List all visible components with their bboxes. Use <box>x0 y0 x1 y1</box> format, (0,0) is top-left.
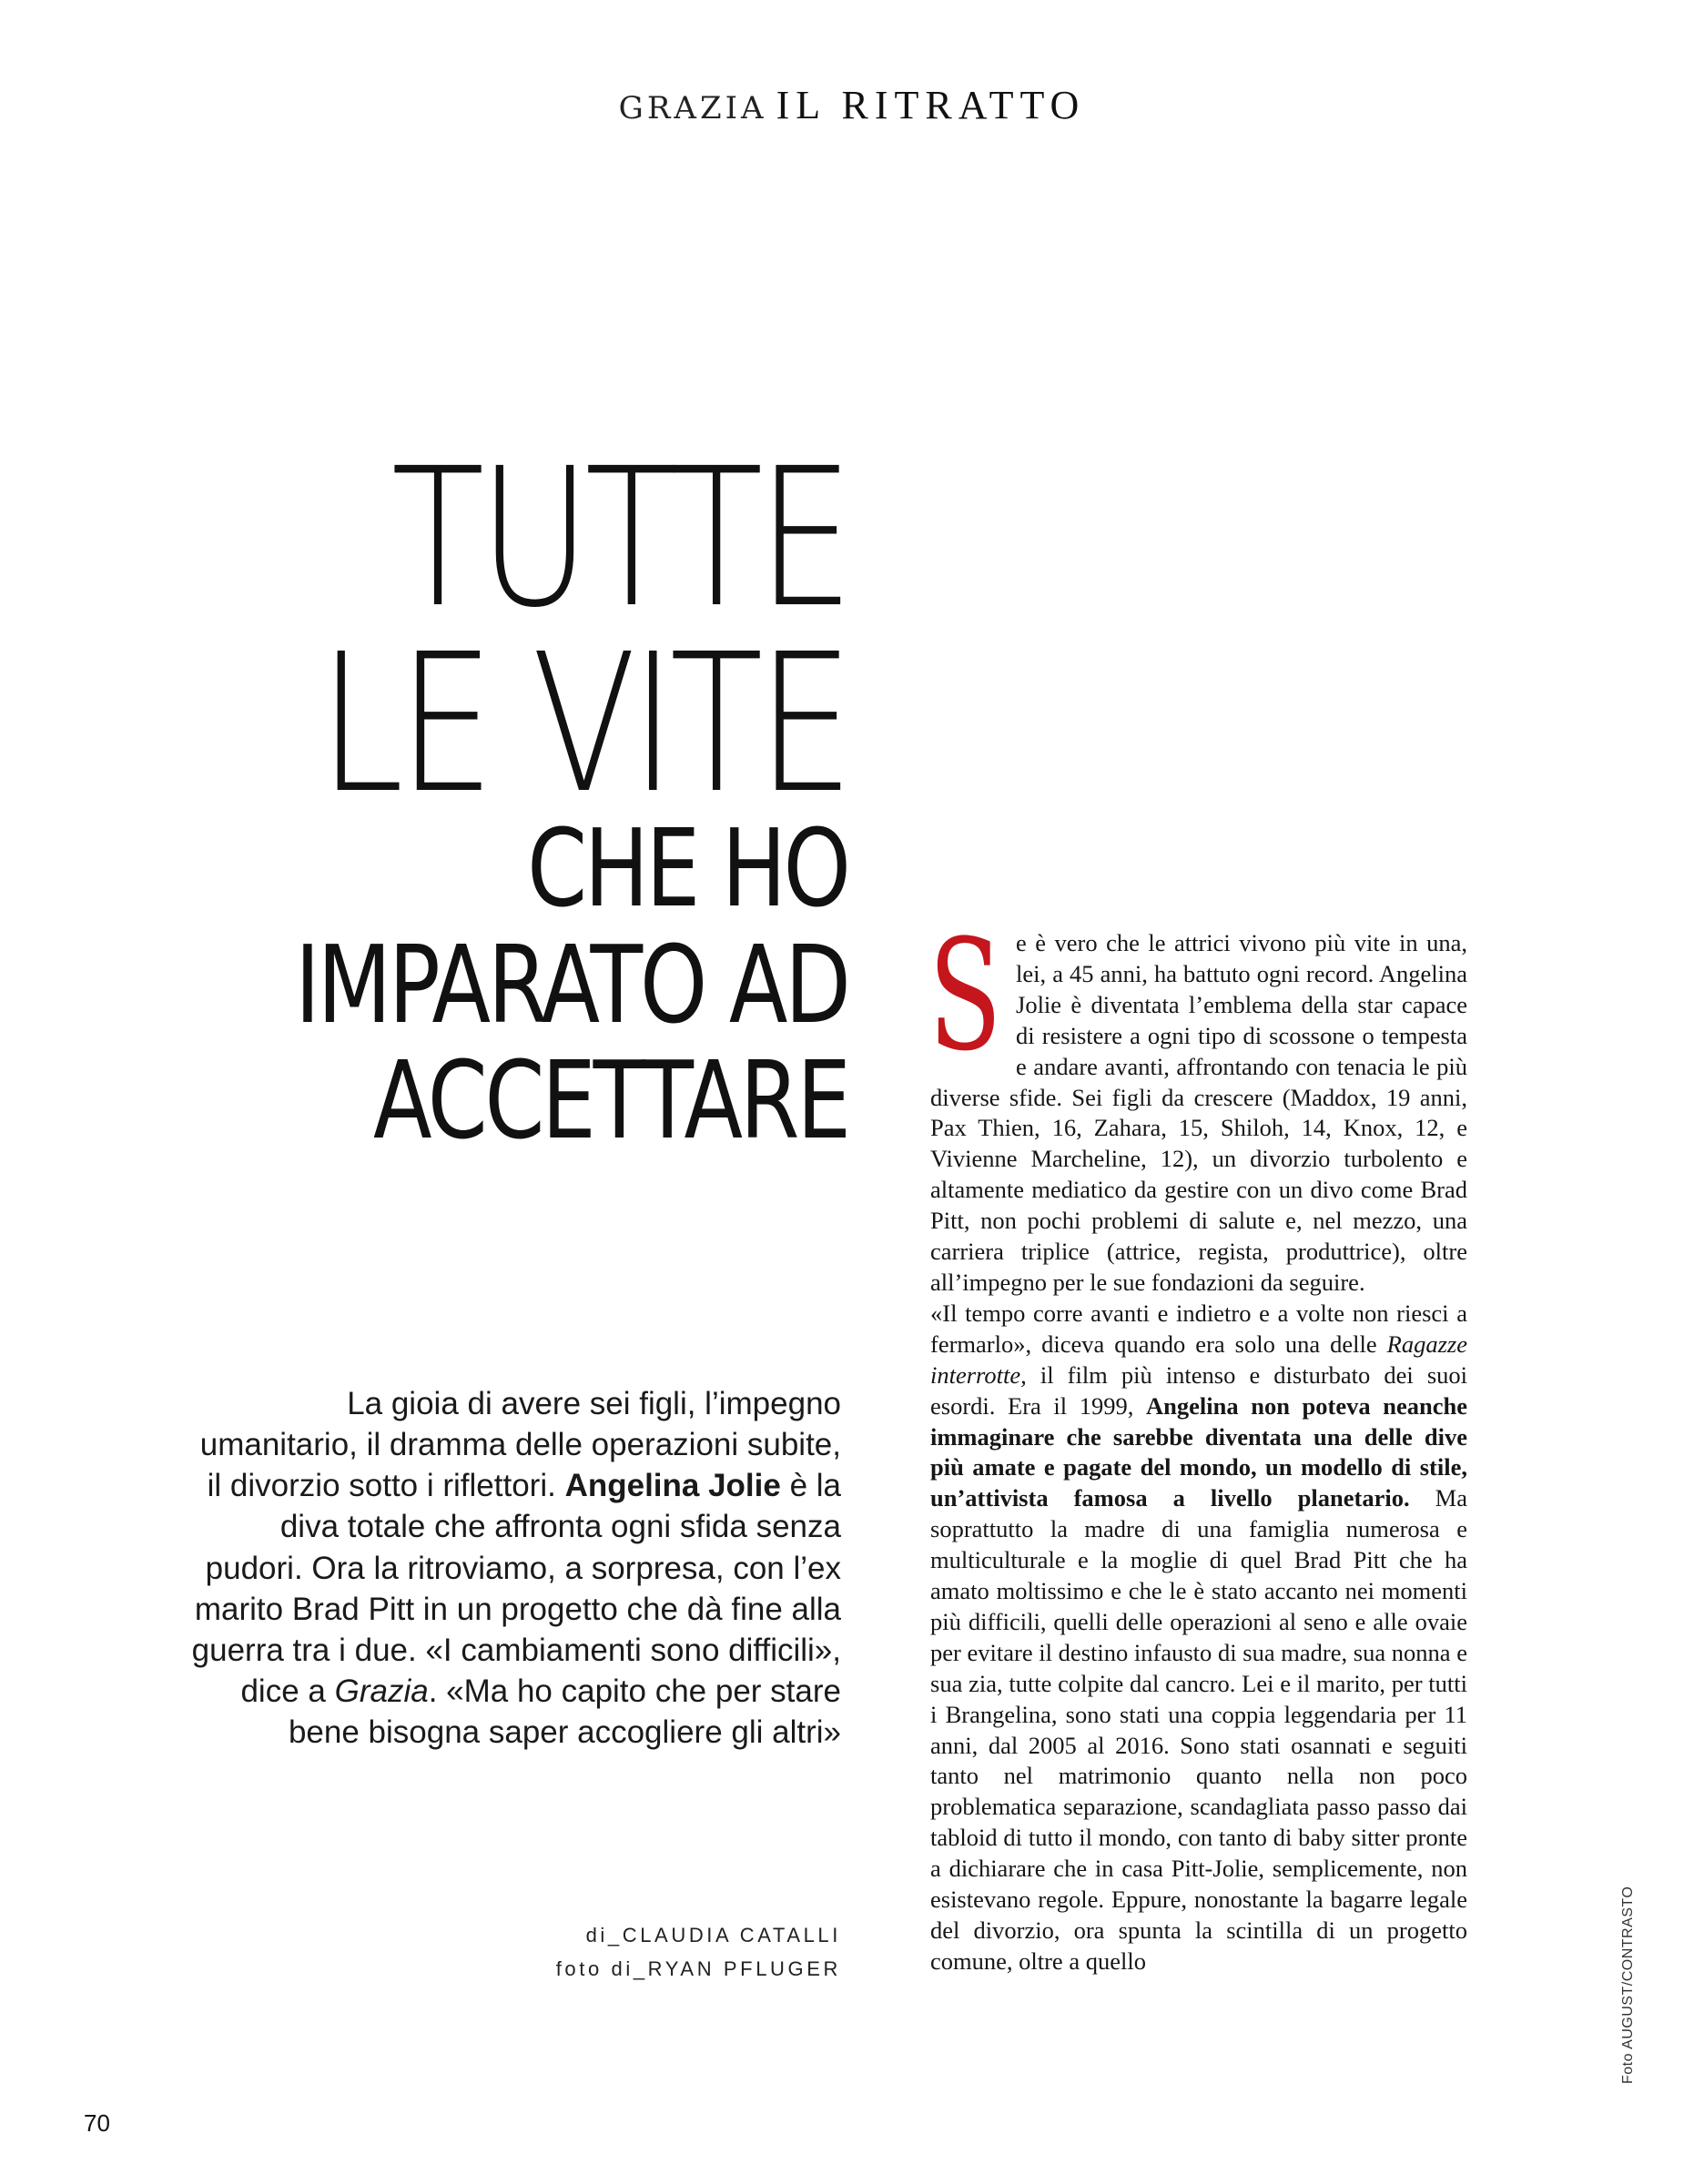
article-deck <box>186 1383 841 1753</box>
page-header <box>0 82 1704 128</box>
magazine-brand: GRAZIA <box>618 90 767 126</box>
headline-line-4: IMPARATO AD <box>295 921 848 1047</box>
body-paragraph-2 <box>930 1299 1467 1977</box>
deck-text-3: . «Ma ho capito che per stare bene bisogna saper accogliere gli altri» <box>288 1673 841 1751</box>
deck-bold-name: Angelina Jolie <box>564 1468 781 1504</box>
body-text-2a: «Il tempo corre avanti e indietro e a volte non riesci a fermarlo», diceva quando era solo una delle <box>930 1299 1467 1358</box>
body-paragraph-1 <box>928 906 1467 1299</box>
section-title: IL RITRATTO <box>776 83 1086 127</box>
body-text-2c: Ma soprattutto la madre di una famiglia numerosa e multiculturale e la moglie di quel Brad Pitt che ha amato moltissimo e che le è stato accanto nei momenti più difficili, quelli delle operazioni al seno e alle ovaie per evitare il destino infausto di sua madre, sua nonna e sua zia, tutte colpite dal cancro. Lei e il marito, per tutti i Brangelina, sono stati una coppia leggendaria per 11 anni, dal 2005 al 2016. Sono stati osannati e seguiti tanto nel matrimonio quanto nella non poco problematica separazione, scandagliata passo passo dai tabloid di tutto il mondo, con tanto di baby sitter pronte a dichiarare che in casa Pitt-Jolie, semplicemente, non esistevano regole. Eppure, nonostante la bagarre legale del divorzio, ora spunta la scintilla di un progetto comune, oltre a quello <box>930 1484 1467 1975</box>
drop-cap: S <box>928 906 1002 1085</box>
deck-text-1: La gioia di avere sei figli, l’impegno umanitario, il dramma delle operazioni subite, il divorzio sotto i riflettori. <box>199 1386 841 1504</box>
body-text-1: e è vero che le attrici vivono più vite in una, lei, a 45 anni, ha battuto ogni record. Angelina Jolie è diventata l’emblema della star capace di resistere a ogni tipo di scossone o tempesta e andare avanti, affrontando con tenacia le più diverse sfide. Sei figli da crescere (Maddox, 19 anni, Pax Thien, 16, Zahara, 15, Shiloh, 14, Knox, 12, e Vivienne Marcheline, 12), un divorzio turbolento e altamente mediatico da gestire con un divo come Brad Pitt, non pochi problemi di salute e, nel mezzo, una carriera triplice (attrice, regista, produttrice), oltre all’impegno per le sue fondazioni da seguire. <box>930 929 1467 1296</box>
byline <box>556 1918 841 1987</box>
body-text-2b: il film più intenso e disturbato dei suoi esordi. Era il 1999, <box>930 1360 1467 1420</box>
body-bold-highlight: Angelina non poteva neanche immaginare che sarebbe diventata una delle dive più amate e pagate del mondo, un modello di stile, un’attivista famosa a livello planetario. <box>930 1391 1467 1512</box>
article-body <box>928 906 1467 1977</box>
article-headline <box>157 427 848 1164</box>
headline-line-3: CHE HO <box>527 805 848 932</box>
film-title: Ragazze interrotte, <box>930 1330 1467 1389</box>
author-credit: di_CLAUDIA CATALLI <box>585 1924 841 1946</box>
page-number: 70 <box>84 2109 110 2137</box>
photo-credit: Foto AUGUST/CONTRASTO <box>1620 1886 1636 2084</box>
headline-line-2: LE VITE <box>319 612 848 835</box>
deck-italic-magazine: Grazia <box>334 1673 429 1709</box>
deck-text-2: è la diva totale che affronta ogni sfida senza pudori. Ora la ritroviamo, a sorpresa, con l’ex marito Brad Pitt in un progetto che dà fine alla guerra tra i due. «I cambiamenti sono difficili», dice a <box>191 1468 841 1709</box>
deck-paragraph <box>186 1383 841 1753</box>
headline-line-1: TUTTE <box>390 427 848 650</box>
photographer-credit: foto di_RYAN PFLUGER <box>555 1957 841 1981</box>
headline-line-5: ACCETTARE <box>373 1037 848 1164</box>
